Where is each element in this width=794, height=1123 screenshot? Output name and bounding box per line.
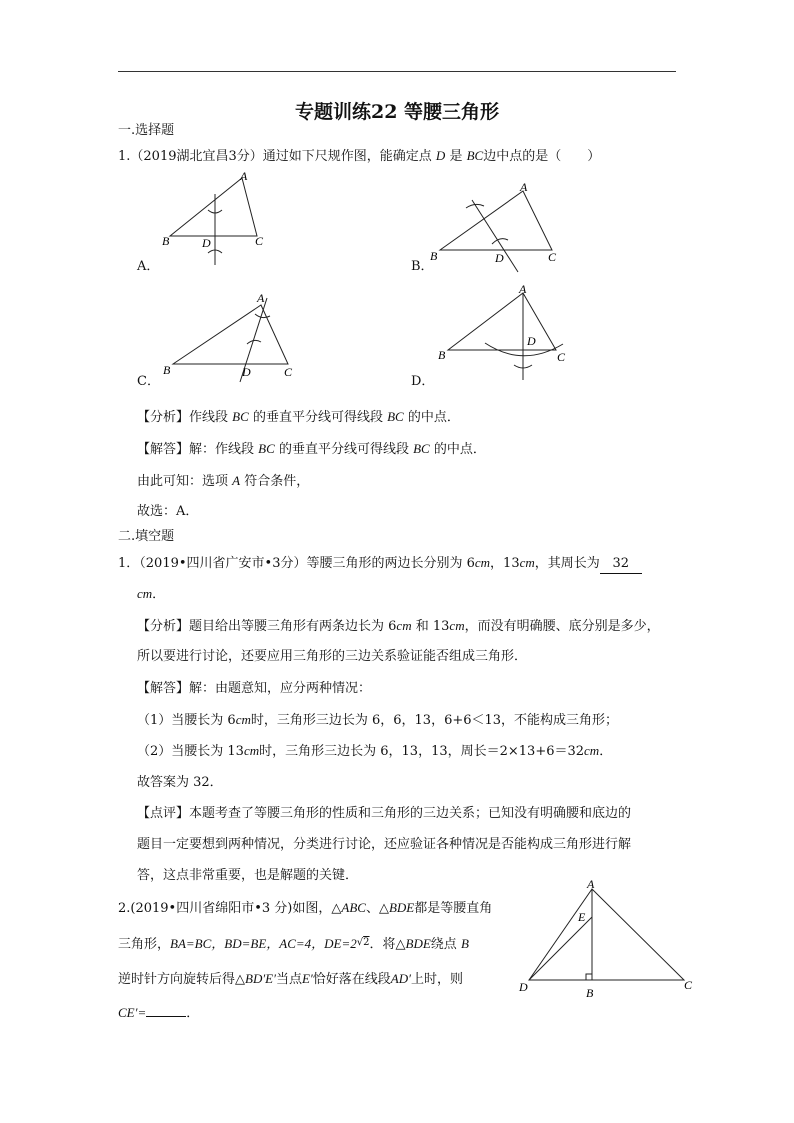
figB-label-D: D: [495, 251, 504, 265]
q2-stem: 1．（2019•四川省广安市•3分）等腰三角形的两边长分别为 6cm，13cm，其周长为 32: [118, 554, 642, 574]
figure-option-d: [448, 293, 563, 380]
figA-label-B: B: [162, 234, 170, 248]
q1-solution: 【解答】解：作线段 BC 的垂直平分线可得线段 BC 的中点．: [137, 441, 486, 457]
figC-label-A: A: [257, 291, 265, 305]
q2-case-1: （1）当腰长为 6cm时，三角形三边长为 6，6，13，6+6＜13，不能构成三角形；: [137, 712, 619, 728]
q3-label-B: B: [586, 986, 594, 1000]
q3-line-3: 逆时针方向旋转后得△BD′E′当点E′恰好落在线段AD′上时，则: [118, 971, 463, 987]
q3-line-1: 2.(2019•四川省绵阳市•3 分)如图，△ABC、△BDE都是等腰直角: [118, 900, 493, 916]
q3-answer-blank: [146, 1016, 186, 1017]
figA-label-A: A: [240, 169, 248, 183]
q1-conclusion: 由此可知：选项 A 符合条件，: [137, 473, 310, 489]
section-heading-fill: 二.填空题: [118, 529, 175, 544]
option-a-label: A．: [137, 259, 160, 274]
q2-analysis-2: 所以要进行讨论，还要应用三角形的三边关系验证能否组成三角形．: [137, 649, 528, 664]
q2-comment-1: 【点评】本题考查了等腰三角形的性质和三角形的三边关系；已知没有明确腰和底边的: [137, 806, 632, 821]
option-d-label: D．: [411, 374, 435, 389]
q2-answer: 故答案为 32．: [137, 775, 223, 790]
figC-label-C: C: [284, 365, 293, 379]
section-heading-choice: 一.选择题: [118, 123, 175, 138]
q2-comment-2: 题目一定要想到两种情况，分类进行讨论，还应验证各种情况是否能构成三角形进行解: [137, 837, 632, 852]
q2-comment-3: 答，这点非常重要，也是解题的关键．: [137, 868, 359, 883]
q3-line-2: 三角形，BA=BC，BD=BE，AC=4，$DE=2^{√2}$．将△BDE绕点 B: [118, 936, 469, 952]
q1-answer: 故选：A．: [137, 504, 199, 519]
q2-stem-cont: cm．: [137, 586, 166, 602]
q1-figures: [130, 168, 780, 388]
page-title: 专题训练22 等腰三角形: [294, 101, 500, 123]
figB-label-B: B: [430, 249, 438, 263]
option-c-label: C．: [137, 374, 160, 389]
figA-label-D: D: [202, 236, 211, 250]
figB-label-A: A: [520, 180, 528, 194]
q2-solution: 【解答】解：由题意知，应分两种情况：: [137, 681, 372, 696]
figD-label-C: C: [557, 350, 566, 364]
q1-analysis: 【分析】作线段 BC 的垂直平分线可得线段 BC 的中点．: [137, 409, 460, 425]
q1-stem: 1.（2019湖北宜昌3分）通过如下尺规作图，能确定点 D 是 BC边中点的是（ ）: [118, 148, 601, 164]
figD-label-B: B: [438, 348, 446, 362]
figA-label-C: C: [255, 234, 264, 248]
q3-label-D: D: [519, 980, 528, 994]
figC-label-D: D: [242, 365, 251, 379]
q2-answer-blank: 32: [600, 555, 642, 574]
header-rule: [118, 71, 676, 72]
q3-figure: [512, 875, 702, 1000]
figB-label-C: C: [548, 250, 557, 264]
option-b-label: B．: [411, 259, 434, 274]
q3-label-E: E: [578, 910, 586, 924]
q2-case-2: （2）当腰长为 13cm时，三角形三边长为 6，13，13，周长＝2×13+6＝32cm．: [137, 743, 613, 759]
figC-label-B: B: [163, 363, 171, 377]
figD-label-D: D: [527, 334, 536, 348]
q3-label-A: A: [587, 877, 595, 891]
figure-option-c: [173, 298, 288, 382]
q2-analysis-1: 【分析】题目给出等腰三角形有两条边长为 6cm 和 13cm，而没有明确腰、底分别是多少，: [137, 618, 660, 634]
q3-label-C: C: [684, 978, 693, 992]
figD-label-A: A: [519, 282, 527, 296]
figure-option-a: [170, 178, 257, 265]
q3-line-4: CE′= ．: [118, 1005, 200, 1021]
